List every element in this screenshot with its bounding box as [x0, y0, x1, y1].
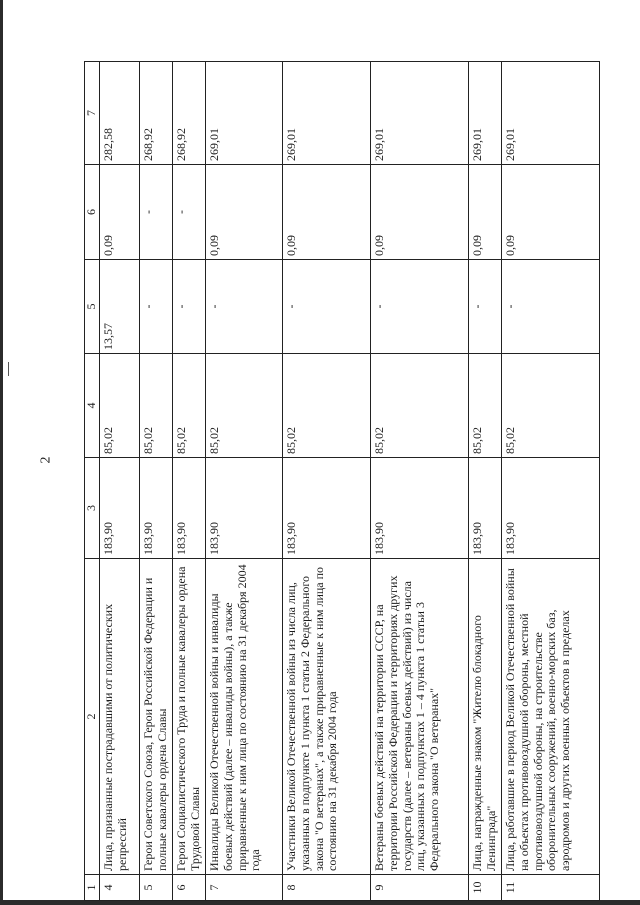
value-cell: - — [173, 165, 206, 260]
category-cell: Инвалиды Великой Отечественной войны и инвалиды боевых действий (далее – инвалиды войны), а также приравненные к ним лица по состоянию на 31 декабря 2004 года — [206, 559, 283, 875]
table-row — [173, 62, 206, 901]
value-cell: 85,02 — [173, 354, 206, 458]
category-cell: Лица, признанные пострадавшими от политических репрессий — [100, 559, 140, 875]
header-row — [85, 62, 100, 901]
value-cell: 0,09 — [371, 165, 469, 260]
value-cell: 269,01 — [469, 62, 502, 165]
value-cell: 183,90 — [140, 458, 173, 559]
value-cell: 269,01 — [371, 62, 469, 165]
column-header: 3 — [85, 458, 100, 559]
category-cell: Ветераны боевых действий на территории СССР, на территории Российской Федерации и территориях других государств (далее – ветераны боевых действий) из числа лиц, указанных в подпунктах 1 – 4 пункта 1 статьи 3 Федерального закона "О ветеранах" — [371, 559, 469, 875]
value-cell: 183,90 — [206, 458, 283, 559]
row-number: 5 — [140, 875, 173, 901]
value-cell: 183,90 — [502, 458, 600, 559]
row-number: 11 — [502, 875, 600, 901]
value-cell: - — [502, 260, 600, 354]
value-cell: - — [283, 260, 371, 354]
scan-left-edge — [0, 0, 3, 905]
value-cell: 13,57 — [100, 260, 140, 354]
column-header: 2 — [85, 559, 100, 875]
value-cell: 85,02 — [469, 354, 502, 458]
value-cell: - — [206, 260, 283, 354]
value-cell: 85,02 — [283, 354, 371, 458]
value-cell: 85,02 — [100, 354, 140, 458]
value-cell: 85,02 — [371, 354, 469, 458]
table-row — [206, 62, 283, 901]
column-header: 5 — [85, 260, 100, 354]
row-number: 8 — [283, 875, 371, 901]
value-cell: 183,90 — [100, 458, 140, 559]
column-header: 1 — [85, 875, 100, 901]
table-container — [84, 62, 600, 901]
value-cell: 269,01 — [502, 62, 600, 165]
row-number: 9 — [371, 875, 469, 901]
category-cell: Участники Великой Отечественной войны из числа лиц, указанных в подпункте 1 пункта 1 статьи 2 Федерального закона "О ветеранах", а также приравненные к ним лица по состоянию на 31 декабря 2004 года — [283, 559, 371, 875]
value-cell: 85,02 — [206, 354, 283, 458]
value-cell: 282,58 — [100, 62, 140, 165]
column-header: 6 — [85, 165, 100, 260]
row-number: 6 — [173, 875, 206, 901]
table-row — [502, 62, 600, 901]
table-row — [140, 62, 173, 901]
value-cell: - — [140, 165, 173, 260]
table-row — [283, 62, 371, 901]
benefits-table — [84, 61, 600, 901]
value-cell: - — [469, 260, 502, 354]
value-cell: 0,09 — [100, 165, 140, 260]
row-number: 10 — [469, 875, 502, 901]
value-cell: 0,09 — [283, 165, 371, 260]
row-number: 4 — [100, 875, 140, 901]
value-cell: 85,02 — [140, 354, 173, 458]
value-cell: 0,09 — [469, 165, 502, 260]
rotated-table-frame — [84, 62, 600, 901]
value-cell: 85,02 — [502, 354, 600, 458]
category-cell: Герои Советского Союза, Герои Российской Федерации и полные кавалеры ордена Славы — [140, 559, 173, 875]
category-cell: Лица, работавшие в период Великой Отечественной войны на объектах противовоздушной обороны, местной противовоздушной обороны, на строительстве оборонительных сооружений, военно-морских баз, аэродромов и других военных объектов в пределах — [502, 559, 600, 875]
column-header: 7 — [85, 62, 100, 165]
value-cell: - — [371, 260, 469, 354]
category-cell: Герои Социалистического Труда и полные кавалеры ордена Трудовой Славы — [173, 559, 206, 875]
table-row — [469, 62, 502, 901]
value-cell: 183,90 — [173, 458, 206, 559]
value-cell: - — [173, 260, 206, 354]
column-header: 4 — [85, 354, 100, 458]
value-cell: - — [140, 260, 173, 354]
value-cell: 0,09 — [206, 165, 283, 260]
value-cell: 268,92 — [173, 62, 206, 165]
category-cell: Лица, награжденные знаком "Жителю блокадного Ленинграда" — [469, 559, 502, 875]
value-cell: 269,01 — [283, 62, 371, 165]
row-number: 7 — [206, 875, 283, 901]
value-cell: 183,90 — [283, 458, 371, 559]
page-number: 2 — [38, 456, 54, 464]
table-row — [100, 62, 140, 901]
value-cell: 269,01 — [206, 62, 283, 165]
table-row — [371, 62, 469, 901]
value-cell: 183,90 — [371, 458, 469, 559]
value-cell: 268,92 — [140, 62, 173, 165]
value-cell: 183,90 — [469, 458, 502, 559]
value-cell: 0,09 — [502, 165, 600, 260]
scan-mark — [8, 362, 9, 376]
